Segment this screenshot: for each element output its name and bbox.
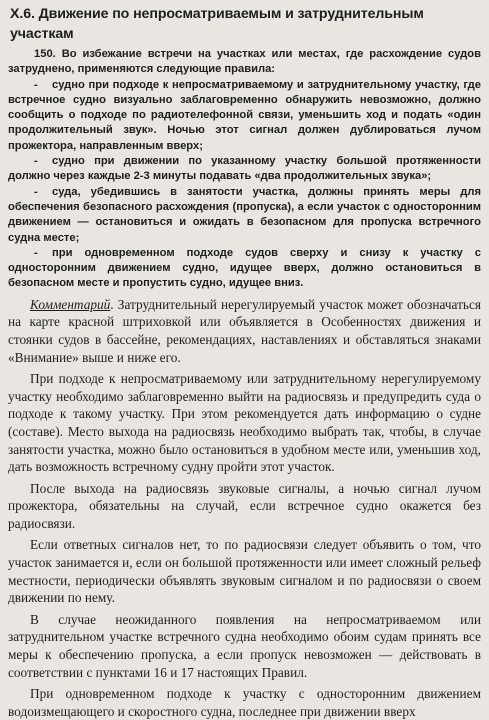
comment-paragraph: После выхода на радиосвязь звуковые сигналы, а ночью сигнал лучом прожектора, обязательны на случай, если встречное судно окажется без радиосвязи. [8,480,481,531]
comment-paragraph: При подходе к непросматриваемому или затруднительному нерегулируемому участку необходимо заблаговременно выйти на радиосвязь и предупредить суда о подходе к такому участку. При этом рекомендуется дать информацию о судне (составе). Место выхода на радиосвязь необходимо выбрать так, чтобы, в случае занятости участка, можно было остановиться в удобном месте или, уменьшив ход, дать возможность встречному судну пройти этот участок. [8,371,481,475]
comment-paragraph: Если ответных сигналов нет, то по радиосвязи следует объявить о том, что участок занимается и, если он большой протяженности или имеет сложный рельеф местности, периодически объявлять звуковым сигналом и по радиосвязи о своем движении по нему. [8,537,481,606]
rule-intro-text: Во избежание встречи на участках или местах, где расхождение судов затруднено, применяются следующие правила: [8,48,481,76]
rule-number: 150. [34,48,56,60]
section-title: X.6. Движение по непросматриваемым и затруднительным участкам [10,6,424,42]
rule-150 [8,47,481,292]
comment-label: Комментарий [30,296,111,312]
rule-item: - при одновременном подходе судов сверху и снизу к участку с односторонним движением судно, идущее вверх, должно остановиться в безопасном месте и пропустить судно, идущее вниз. [8,246,481,290]
commentary [8,296,481,720]
rule-item: - суда, убедившись в занятости участка, должны принять меры для обеспечения безопасного расхождения (пропуска), а если участок с односторонним движением — остановиться и ожидать в безопасном для пропуска встречного судна месте; [8,185,481,244]
comment-paragraph: В случае неожиданного появления на непросматриваемом или затруднительном участке встречного судна необходимо обоим судам принять все меры к обеспечению пропуска, а если пропуск невозможен — действовать в соответствии с пунктами 16 и 17 настоящих Правил. [8,611,481,680]
comment-paragraph: При одновременном подходе к участку с односторонним движением водоизмещающего и скоростного судна, последнее при движении вверх [8,686,481,719]
rule-item: - судно при движении по указанному участку большой протяженности должно через каждые 2-3 минуты подавать «два продолжительных звука»; [8,155,481,183]
rule-item: - судно при подходе к непросматриваемому и затруднительному участку, где встречное судно визуально заблаговременно обнаружить невозможно, должно сообщить о подходе по радиотелефонной связи, уменьшить ход и подать «один продолжительный звук». Ночью этот сигнал должен дублироваться лучом прожектора, направленным вверх; [8,78,481,152]
comment-paragraph: Комментарий. Затруднительный нерегулируемый участок может обозначаться на карте красной штриховкой или объявляется в Особенностях движения и стоянки судов в бассейне, рекомендациях, наставлениях и обставляться знаками «Внимание» выше и ниже его. [8,296,481,365]
rule-intro [8,47,481,78]
